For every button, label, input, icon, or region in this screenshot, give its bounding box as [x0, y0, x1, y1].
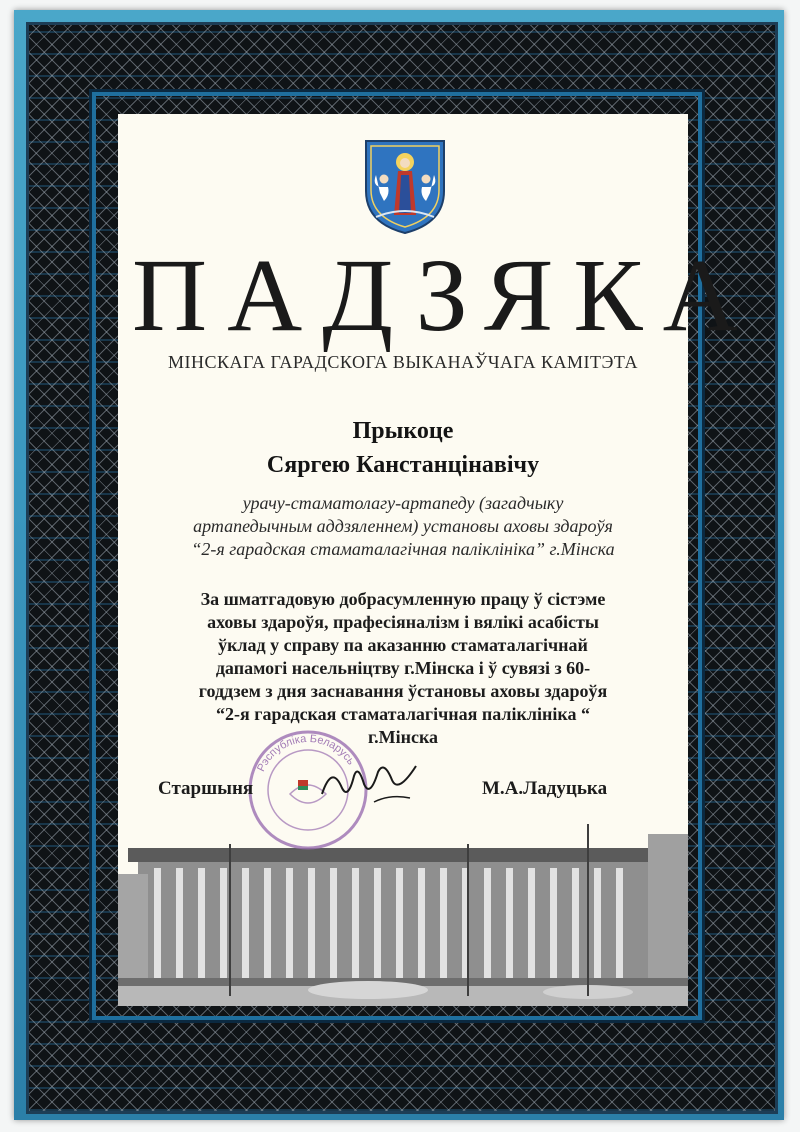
certificate-title: ПАДЗЯКА	[132, 238, 758, 353]
reason-line: дапамогі насельніцтву г.Мінска і ў сувязі з 60-	[215, 658, 591, 678]
issuer-subtitle: МІНСКАГА ГАРАДСКОГА ВЫКАНАЎЧАГА КАМІТЭТА	[168, 352, 638, 372]
stamp-text: Рэспубліка Беларусь	[255, 732, 357, 774]
signatory-role: Старшыня	[158, 778, 254, 799]
position-line: “2-я гарадская стаматалагічная паліклініка” г.Мінска	[191, 539, 615, 559]
position-line: артапедычным аддзяленнем) установы аховы здароўя	[193, 516, 613, 536]
reason-line: аховы здароўя, прафесіяналізм і вялікі асабісты	[207, 612, 599, 632]
reason-line: годдзем з дня заснавання ўстановы аховы здароўя	[198, 681, 608, 701]
reason-line: г.Мінска	[367, 727, 439, 747]
reason-line: За шматгадовую добрасумленную працу ў сістэме	[200, 589, 606, 609]
coat-of-arms-icon	[362, 135, 448, 235]
signatory-name: М.А.Ладуцька	[482, 778, 608, 799]
recipient-position	[148, 492, 658, 561]
recipient-surname: Прыкоце	[352, 418, 454, 444]
reason-line: ўклад у справу па аказанню стаматалагічнай	[218, 635, 588, 655]
city-hall-building-image	[118, 814, 688, 1006]
recipient-block	[118, 414, 688, 482]
award-reason	[148, 588, 658, 749]
recipient-name: Сяргею Канстанцінавічу	[266, 452, 540, 478]
certificate-paper	[118, 114, 758, 1006]
reason-line: “2-я гарадская стаматалагічная паліклініка “	[216, 704, 590, 724]
signature	[314, 754, 424, 814]
position-line: урачу-стаматолагу-артапеду (загадчыку	[242, 493, 564, 513]
